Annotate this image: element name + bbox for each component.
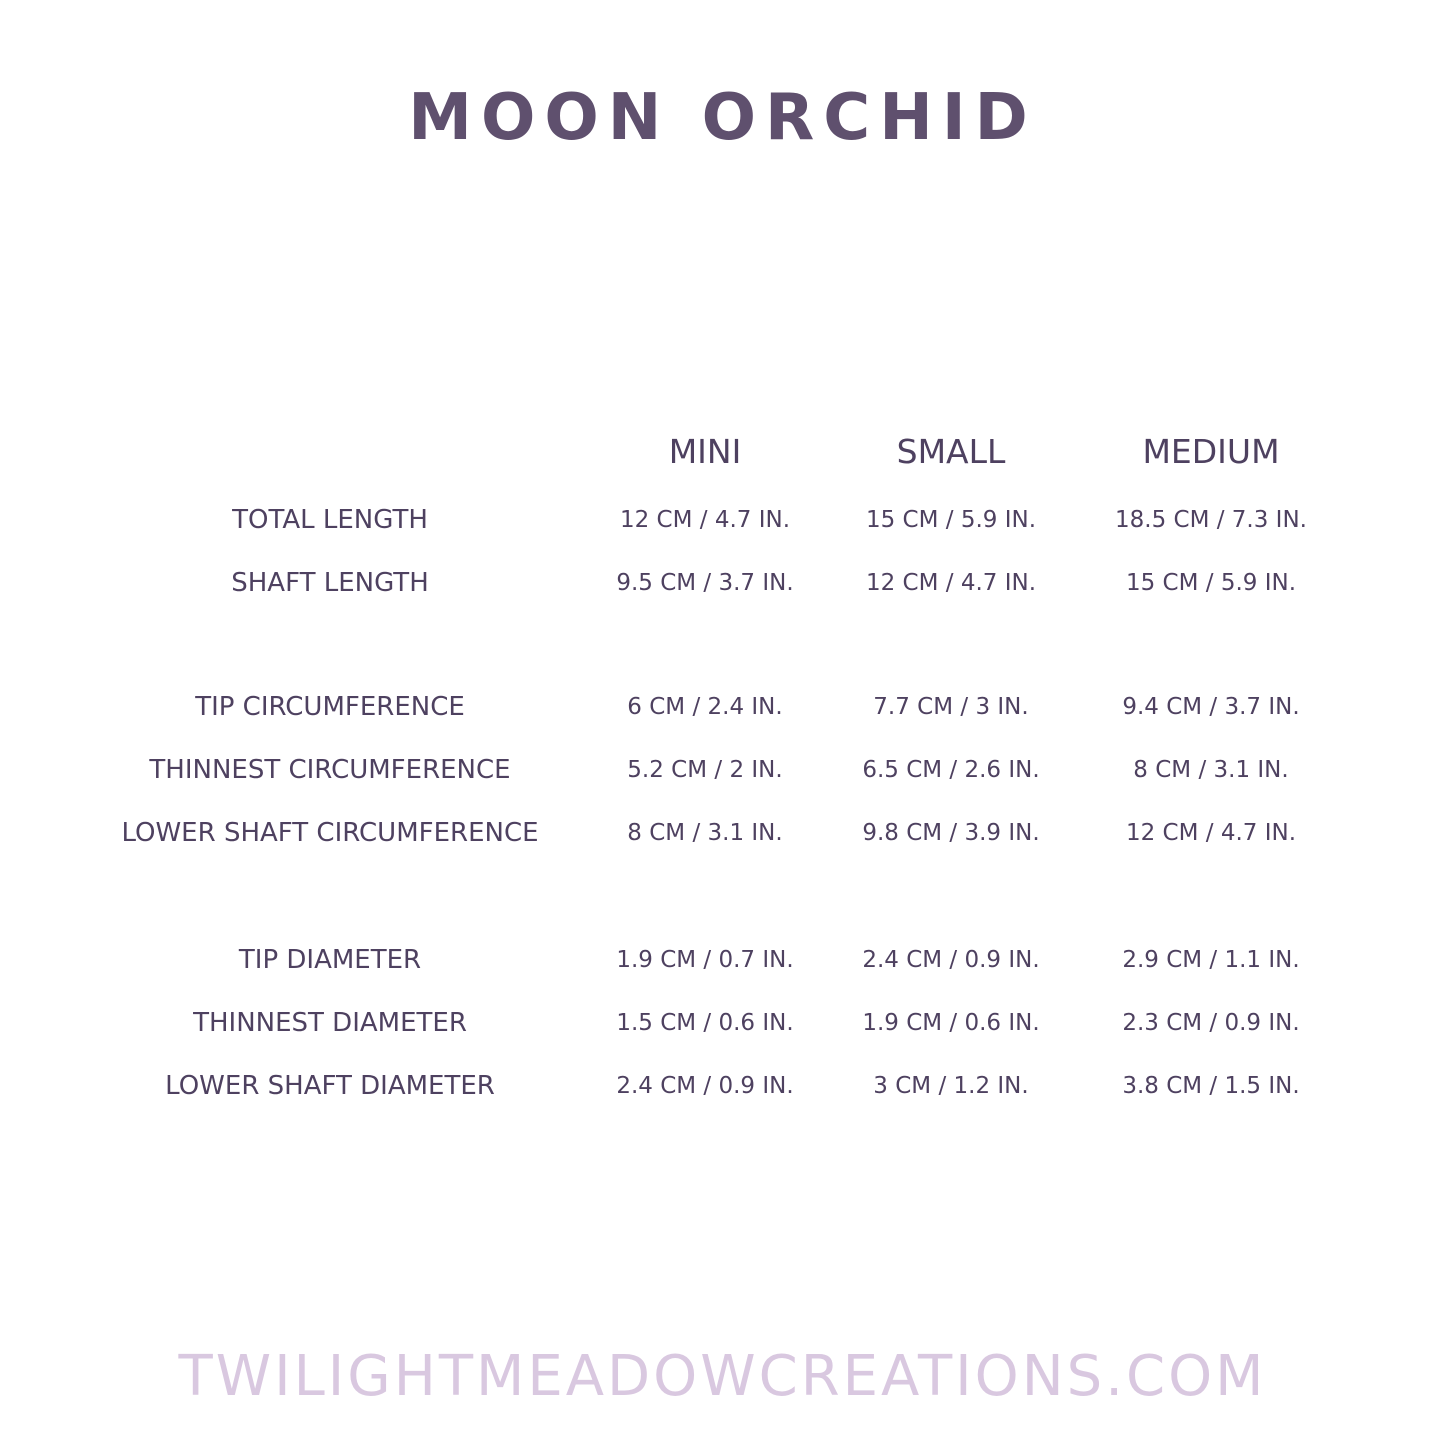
row-label: LOWER SHAFT CIRCUMFERENCE [121,818,539,848]
row-label: THINNEST CIRCUMFERENCE [149,755,511,785]
table-cell: 2.4 CM / 0.9 IN. [862,947,1040,973]
table-cell: 12 CM / 4.7 IN. [619,507,791,533]
table-cell: 9.5 CM / 3.7 IN. [616,570,794,596]
table-cell: 8 CM / 3.1 IN. [1133,757,1289,783]
page-title: MOON ORCHID [408,81,1037,155]
table-cell: 7.7 CM / 3 IN. [873,694,1029,720]
table-cell: 15 CM / 5.9 IN. [1125,570,1297,596]
table-cell: 3 CM / 1.2 IN. [873,1073,1029,1099]
column-header-medium: MEDIUM [1142,432,1280,471]
table-cell: 9.4 CM / 3.7 IN. [1122,694,1300,720]
table-cell: 2.4 CM / 0.9 IN. [616,1073,794,1099]
website-footer: TWILIGHTMEADOWCREATIONS.COM [178,1344,1267,1409]
table-cell: 18.5 CM / 7.3 IN. [1115,507,1307,533]
table-cell: 12 CM / 4.7 IN. [1125,820,1297,846]
row-label: SHAFT LENGTH [231,568,429,598]
table-cell: 5.2 CM / 2 IN. [627,757,783,783]
table-cell: 1.9 CM / 0.6 IN. [862,1010,1040,1036]
table-cell: 1.9 CM / 0.7 IN. [616,947,794,973]
row-label: THINNEST DIAMETER [193,1008,467,1038]
table-cell: 3.8 CM / 1.5 IN. [1122,1073,1300,1099]
table-cell: 15 CM / 5.9 IN. [865,507,1037,533]
table-cell: 6 CM / 2.4 IN. [627,694,783,720]
table-cell: 1.5 CM / 0.6 IN. [616,1010,794,1036]
column-header-small: SMALL [896,432,1006,471]
table-cell: 6.5 CM / 2.6 IN. [862,757,1040,783]
table-cell: 8 CM / 3.1 IN. [627,820,783,846]
table-cell: 2.3 CM / 0.9 IN. [1122,1010,1300,1036]
column-header-mini: MINI [668,432,742,471]
row-label: TIP CIRCUMFERENCE [195,692,465,722]
table-cell: 9.8 CM / 3.9 IN. [862,820,1040,846]
table-cell: 12 CM / 4.7 IN. [865,570,1037,596]
row-label: TIP DIAMETER [238,945,422,975]
table-cell: 2.9 CM / 1.1 IN. [1122,947,1300,973]
row-label: LOWER SHAFT DIAMETER [165,1071,495,1101]
row-label: TOTAL LENGTH [232,505,428,535]
